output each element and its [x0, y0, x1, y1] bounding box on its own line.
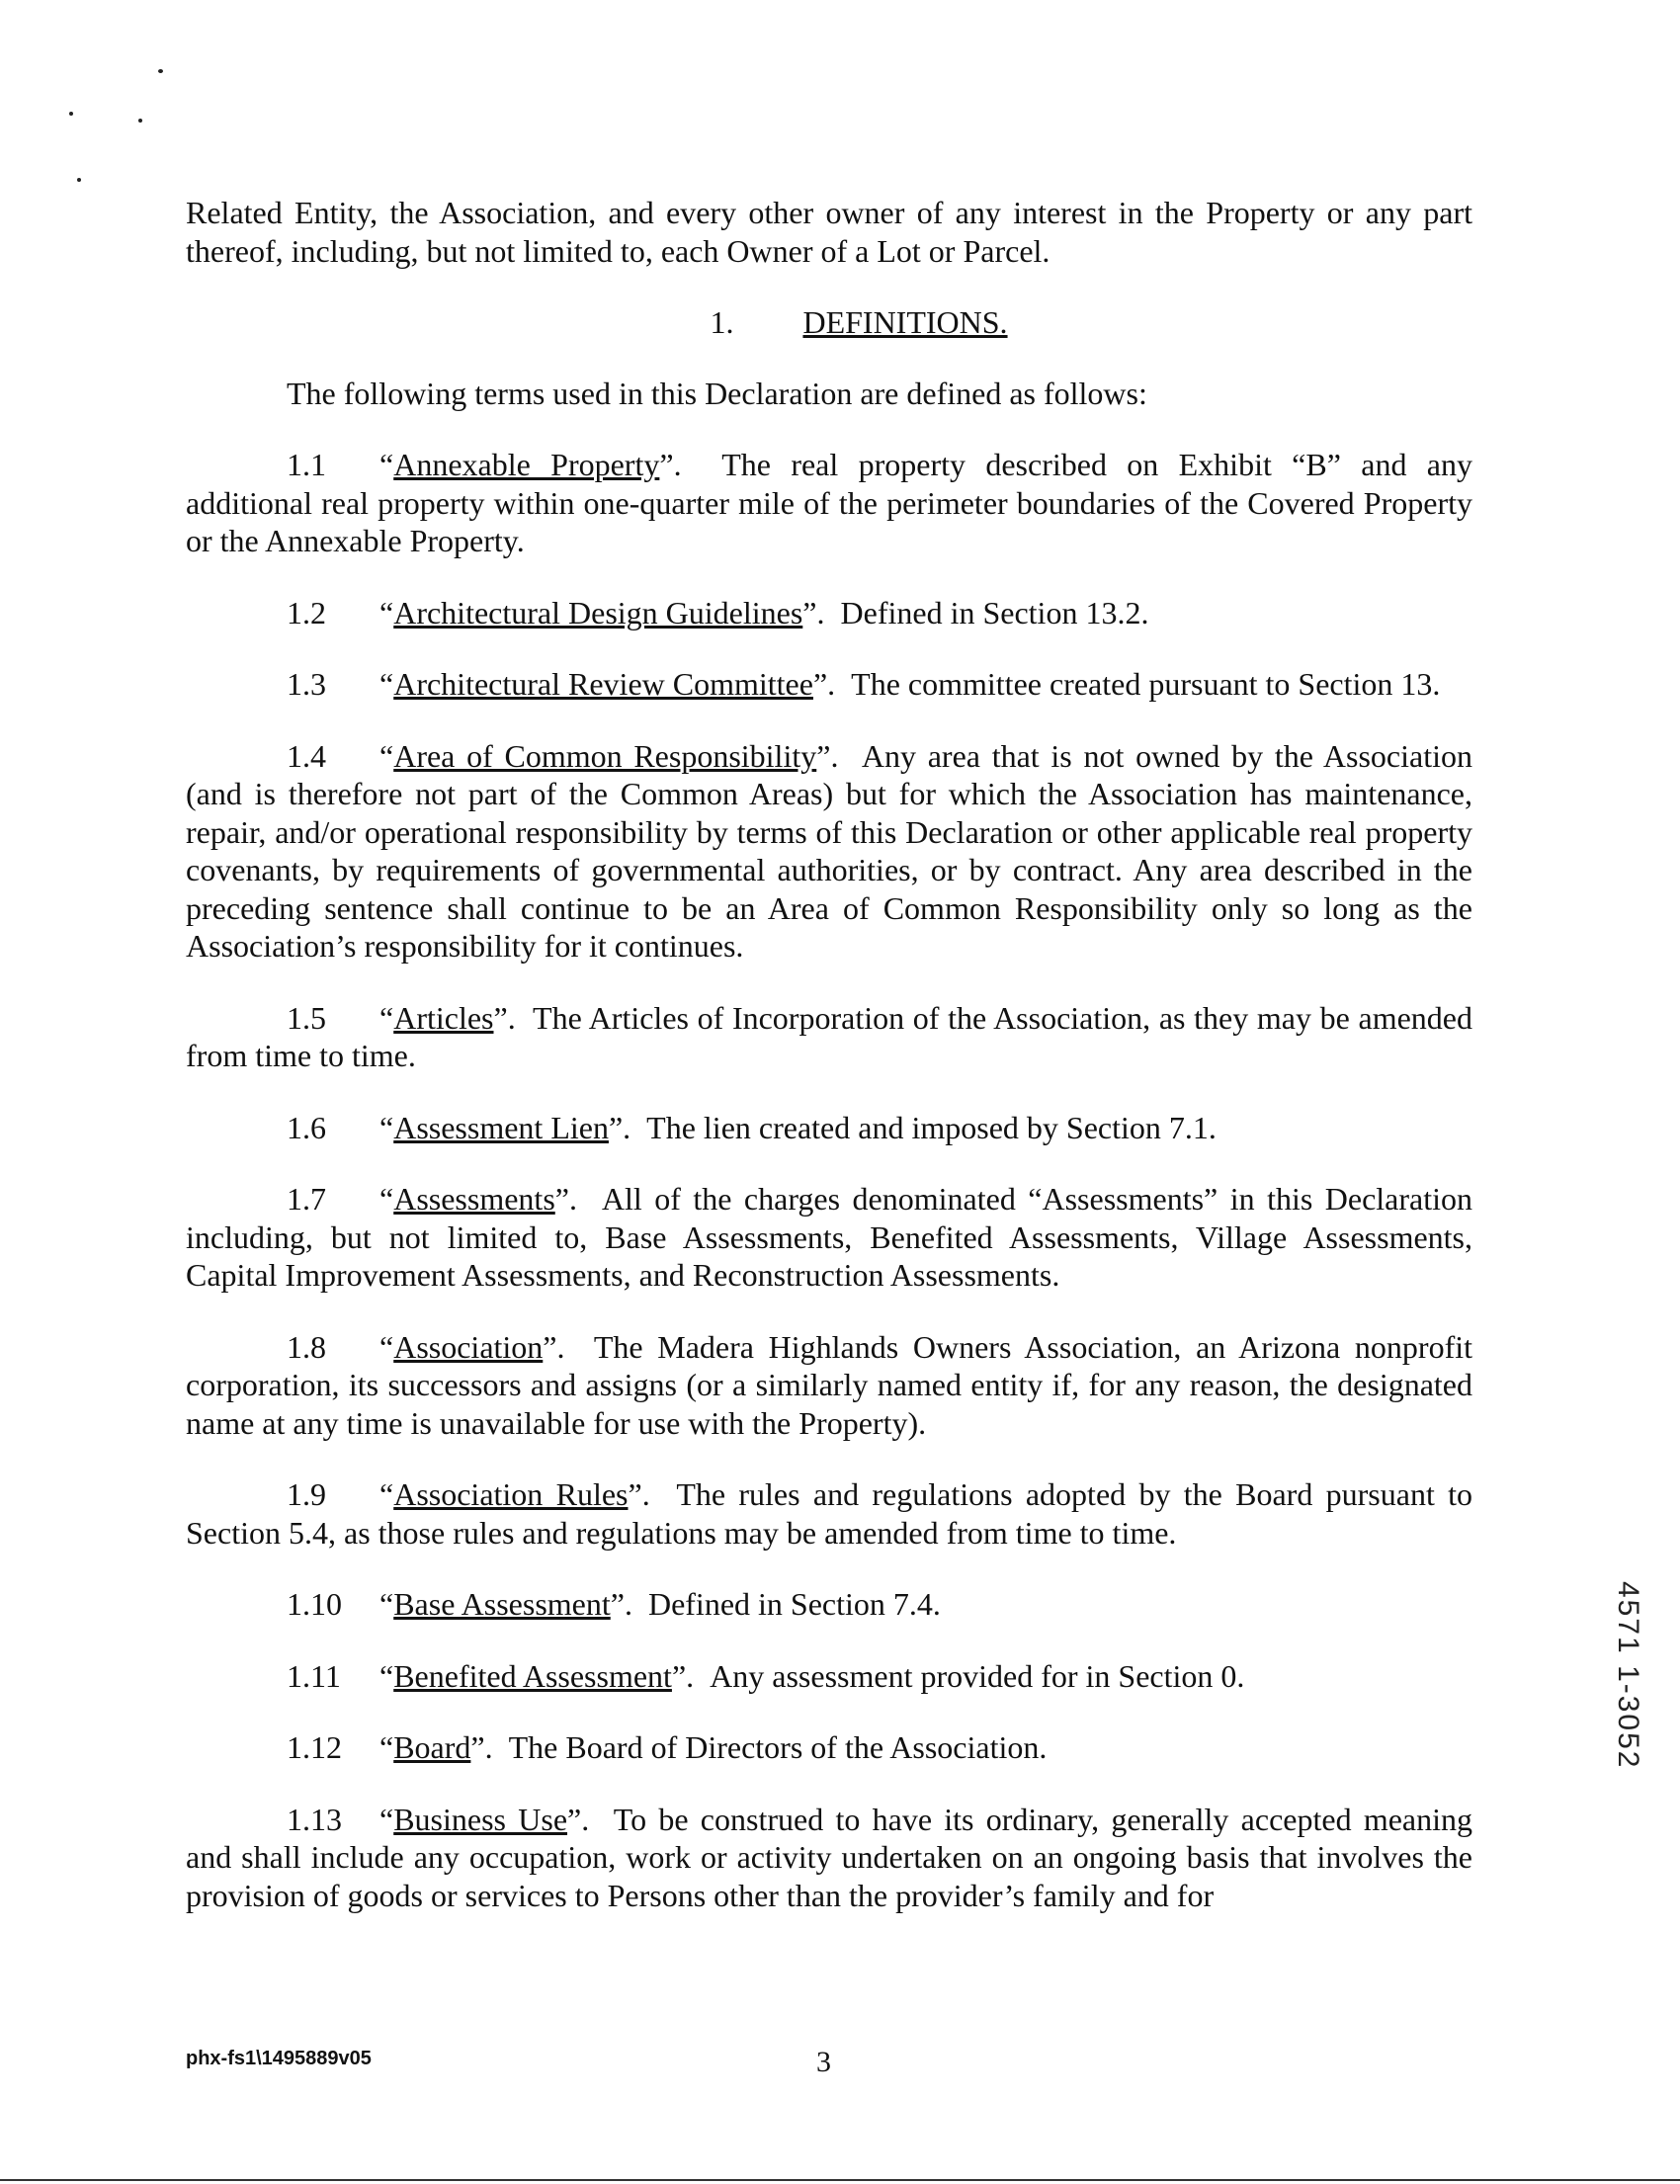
quote-open: “ — [379, 1109, 394, 1145]
quote-close: ”. — [671, 1657, 695, 1694]
definition-body: Defined in Section 7.4. — [647, 1586, 941, 1622]
definition-term-text: Association — [393, 1328, 544, 1365]
section-title: DEFINITIONS. — [802, 304, 1008, 340]
definition-term-text: Area of Common Responsibility — [393, 737, 817, 774]
definition-body: Defined in Section 13.2. — [840, 594, 1149, 630]
definition-term-text: Board — [393, 1729, 471, 1765]
quote-open: “ — [379, 594, 394, 630]
definition-number: 1.7 — [287, 1181, 326, 1217]
definition-term-text: Association Rules — [393, 1476, 629, 1512]
definition-body: The rules and regulations adopted by the Board pursuant to Section 5.4, as those rules and regulations may be amended from time to time. — [186, 1476, 1473, 1551]
definition-term-text: Annexable Property — [393, 447, 660, 482]
definition-item — [186, 665, 1472, 704]
definition-body: Any assessment provided for in Section 0. — [710, 1657, 1245, 1694]
definition-term — [379, 1329, 565, 1365]
footer-page-number: 3 — [816, 2046, 831, 2078]
definition-item — [186, 999, 1472, 1075]
definition-number: 1.3 — [287, 666, 326, 702]
definition-term — [379, 666, 835, 702]
definitions-lead: The following terms used in this Declaration are defined as follows: — [287, 375, 1147, 411]
definition-term — [379, 1000, 516, 1036]
definition-number: 1.10 — [287, 1586, 342, 1622]
definition-item — [186, 1475, 1472, 1552]
quote-close: ”. — [470, 1729, 493, 1765]
definition-term-text: Assessment Lien — [393, 1109, 609, 1145]
quote-open: “ — [379, 1729, 394, 1765]
definition-item — [186, 1180, 1472, 1295]
definition-term — [379, 1476, 650, 1512]
definition-body: The Board of Directors of the Association. — [508, 1729, 1048, 1765]
definition-item — [186, 1585, 1472, 1624]
definition-number: 1.5 — [287, 999, 326, 1036]
definition-term-text: Articles — [393, 999, 494, 1036]
definition-term — [379, 1110, 630, 1145]
definition-number: 1.9 — [287, 1476, 326, 1512]
definition-term-text: Architectural Review Committee — [393, 666, 813, 702]
definition-body: The lien created and imposed by Section 7.1. — [646, 1109, 1217, 1145]
definition-term-text: Architectural Design Guidelines — [393, 594, 803, 630]
definition-term — [379, 1181, 577, 1217]
footer-document-id: phx-fs1\1495889v05 — [186, 2048, 372, 2069]
definition-body: Any area that is not owned by the Association (and is therefore not part of the Common Areas) but for which the Association has maintenance, repair, and/or operational responsibility by terms of this Declaration or other applicable real property covenants, by requirements of governmental authorities, or by contract. Any area described in the preceding sentence shall continue to be an Area of Common Responsibility only so long as the Association’s responsibility for it continues. — [186, 737, 1473, 964]
section-number: 1. — [710, 304, 734, 340]
quote-close: ”. — [543, 1328, 565, 1365]
definition-item — [186, 1328, 1472, 1443]
quote-open: “ — [379, 1657, 394, 1694]
side-stamp-text: 4571 1-3052 — [1612, 1581, 1644, 1770]
quote-close: ”. — [610, 1586, 632, 1622]
quote-open: “ — [379, 1328, 394, 1365]
definition-item — [186, 1801, 1472, 1915]
definition-term-text: Business Use — [393, 1801, 568, 1837]
definition-body: The committee created pursuant to Section 13. — [851, 666, 1441, 702]
definition-term-text: Benefited Assessment — [393, 1657, 672, 1694]
definition-item — [186, 446, 1472, 560]
definition-term — [379, 738, 838, 774]
definition-term-text: Assessments — [393, 1181, 555, 1217]
quote-open: “ — [379, 1586, 394, 1622]
quote-close: ”. — [812, 666, 836, 702]
side-recording-stamp — [1609, 1581, 1648, 1858]
definition-term — [379, 595, 825, 630]
definition-item — [186, 1657, 1472, 1696]
quote-open: “ — [379, 999, 394, 1036]
quote-open: “ — [379, 737, 394, 774]
quote-close: ”. — [567, 1801, 590, 1837]
definition-term — [379, 1729, 493, 1765]
quote-open: “ — [379, 1181, 394, 1217]
document-page — [186, 194, 1472, 1948]
scan-speck — [138, 119, 142, 123]
definition-number: 1.6 — [287, 1109, 326, 1145]
definition-number: 1.8 — [287, 1328, 326, 1365]
definition-body: All of the charges denominated “Assessments” in this Declaration including, but not limited to, Base Assessments, Benefited Assessments, Village Assessments, Capital Improvement Assessments, and Reconstruction Assessments. — [186, 1181, 1473, 1293]
definition-body: The real property described on Exhibit “B” and any additional real property within one-quarter mile of the perimeter boundaries of the Covered Property or the Annexable Property. — [186, 447, 1473, 558]
definition-number: 1.2 — [287, 594, 326, 630]
definition-number: 1.1 — [287, 447, 326, 482]
intro-paragraph: Related Entity, the Association, and every other owner of any interest in the Property or any part thereof, including, but not limited to, each Owner of a Lot or Parcel. — [186, 195, 1472, 269]
definition-term-text: Base Assessment — [393, 1586, 611, 1622]
quote-close: ”. — [802, 594, 825, 630]
definitions-list — [186, 446, 1472, 1914]
definition-body: The Articles of Incorporation of the Association, as they may be amended from time to time. — [186, 999, 1473, 1073]
definition-term — [379, 1586, 632, 1622]
definition-item — [186, 737, 1472, 966]
quote-close: ”. — [659, 447, 682, 482]
definition-term — [379, 447, 682, 482]
definition-item — [186, 1728, 1472, 1767]
definition-item — [186, 1109, 1472, 1147]
definition-number: 1.11 — [287, 1657, 341, 1694]
definition-term — [379, 1658, 694, 1694]
quote-open: “ — [379, 1476, 394, 1512]
scan-edge-line — [0, 2179, 1680, 2181]
quote-close: ”. — [554, 1181, 577, 1217]
definition-body: To be construed to have its ordinary, generally accepted meaning and shall include any occupation, work or activity undertaken on an ongoing basis that involves the provision of goods or services to Persons other than the provider’s family and for — [186, 1801, 1473, 1913]
definition-number: 1.12 — [287, 1729, 342, 1765]
definition-term — [379, 1802, 589, 1837]
quote-close: ”. — [816, 737, 839, 774]
section-heading — [186, 303, 1472, 342]
quote-close: ”. — [493, 999, 516, 1036]
definition-number: 1.4 — [287, 737, 326, 774]
definition-number: 1.13 — [287, 1801, 342, 1837]
quote-open: “ — [379, 1801, 394, 1837]
quote-open: “ — [379, 447, 394, 482]
quote-close: ”. — [628, 1476, 650, 1512]
scan-speck — [77, 178, 81, 182]
definition-body: The Madera Highlands Owners Association, an Arizona nonprofit corporation, its successors and assigns (or a similarly named entity if, for any reason, the designated name at any time is unavailable for use with the Property). — [186, 1328, 1473, 1441]
quote-close: ”. — [608, 1109, 631, 1145]
scan-speck — [69, 112, 73, 116]
scan-speck — [158, 69, 163, 73]
quote-open: “ — [379, 666, 394, 702]
definition-item — [186, 594, 1472, 632]
